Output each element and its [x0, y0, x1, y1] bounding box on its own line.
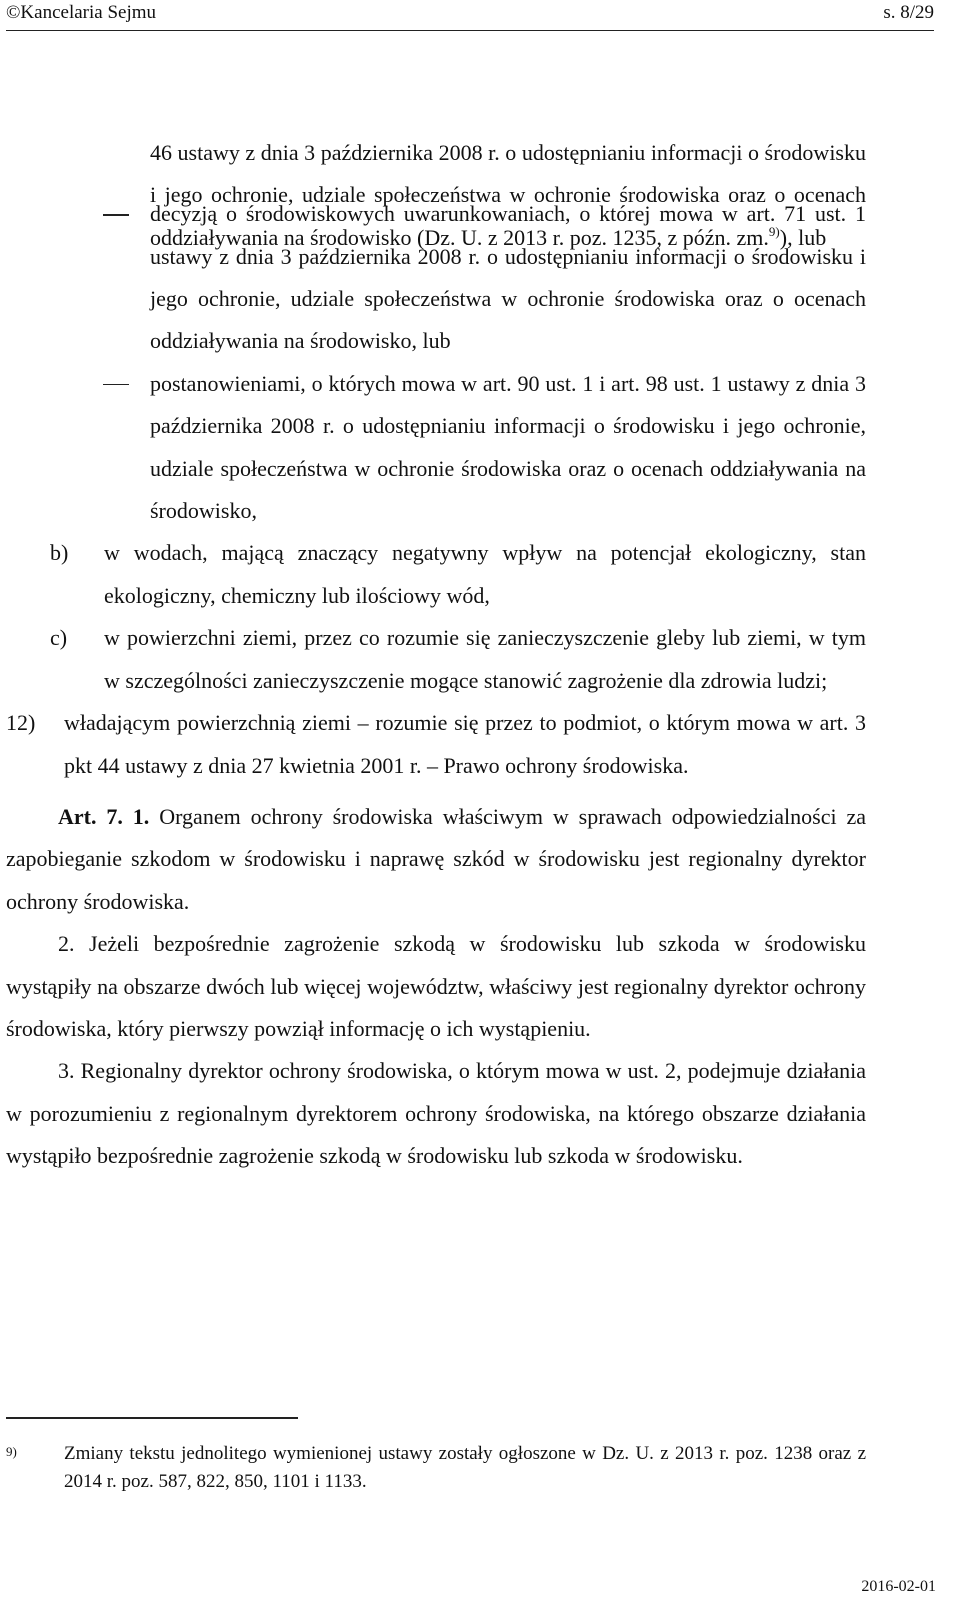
- document-body: [6, 66, 866, 1178]
- document-date: 2016-02-01: [861, 1578, 936, 1595]
- dash-item-decision: [6, 193, 866, 363]
- article-label: Art. 7. 1.: [58, 803, 150, 829]
- footnote-ref: 9): [768, 223, 780, 239]
- footnote: [6, 1440, 866, 1496]
- footnote-marker: 9): [6, 1444, 17, 1459]
- letter-item-text: w powierzchni ziemi, przez co rozumie się zanieczyszczenie gleby lub ziemi, w tym w szczególności zanieczyszczenie mogące stanowić zagrożenie dla zdrowia ludzi;: [104, 625, 866, 693]
- dash-item-text: postanowieniami, o których mowa w art. 90 ust. 1 i art. 98 ust. 1 ustawy z dnia 3 października 2008 r. o udostępnianiu informacji o środowisku i jego ochronie, udziale społeczeństwa w ochronie środowiska oraz o ocenach oddziaływania na środowisko,: [150, 370, 866, 524]
- page-header: [6, 0, 934, 31]
- dash-item-text: decyzją o środowiskowych uwarunkowaniach, o której mowa w art. 71 ust. 1 ustawy z dnia 3 października 2008 r. o udostępnianiu informacji o środowisku i jego ochronie, udziale społeczeństwa w ochronie środowiska oraz o ocenach oddziaływania na środowisko, lub: [150, 201, 866, 354]
- continued-text-end: ), lub: [779, 224, 827, 250]
- number-marker: 12): [6, 710, 36, 736]
- article-7-paragraph-3: 3. Regionalny dyrektor ochrony środowiska, o którym mowa w ust. 2, podejmuje działania w porozumieniu z regionalnym dyrektorem ochrony środowiska, na którego obszarze działania wystąpiło bezpośrednie zagrożenie szkodą w środowisku lub szkoda w środowisku.: [6, 1058, 866, 1169]
- dash-marker: [103, 214, 129, 216]
- continued-text: 46 ustawy z dnia 3 października 2008 r. o udostępnianiu informacji o środowisku i jego ochronie, udziale społeczeństwa w ochronie środowiska oraz o ocenach oddziaływania na środowisko (Dz. U. z 2013 r. poz. 1235, z późn. zm.: [150, 140, 866, 250]
- article-7-paragraph-2: 2. Jeżeli bezpośrednie zagrożenie szkodą w środowisku lub szkoda w środowisku wystąpiły na obszarze dwóch lub więcej województw, właściwy jest regionalny dyrektor ochrony środowiska, który pierwszy powziął informację o ich wystąpieniu.: [6, 931, 866, 1041]
- letter-item-b: [6, 532, 866, 617]
- header-page-number: s. 8/29: [883, 2, 934, 23]
- footnote-text: Zmiany tekstu jednolitego wymienionej ustawy zostały ogłoszone w Dz. U. z 2013 r. poz. 1238 oraz z 2014 r. poz. 587, 822, 850, 1101 i 1133.: [64, 1443, 866, 1492]
- dash-marker: [103, 384, 129, 386]
- header-publisher: ©Kancelaria Sejmu: [6, 2, 157, 23]
- letter-marker: c): [50, 625, 68, 651]
- article-text: Organem ochrony środowiska właściwym w sprawach odpowiedzialności za zapobieganie szkodom w środowisku i naprawę szkód w środowisku jest regionalny dyrektor ochrony środowiska.: [6, 803, 867, 914]
- letter-item-text: w wodach, mającą znaczący negatywny wpływ na potencjał ekologiczny, stan ekologiczny, chemiczny lub ilościowy wód,: [104, 540, 866, 608]
- numbered-item-12: [6, 702, 866, 787]
- dash-item-resolutions: [6, 363, 866, 533]
- letter-item-c: [6, 617, 866, 702]
- numbered-item-text: władającym powierzchnią ziemi – rozumie się przez to podmiot, o którym mowa w art. 3 pkt 44 ustawy z dnia 27 kwietnia 2001 r. – Prawo ochrony środowiska.: [64, 710, 866, 778]
- article-7-paragraph-1: [6, 787, 866, 923]
- letter-marker: b): [50, 540, 69, 566]
- footnote-separator: [6, 1417, 298, 1419]
